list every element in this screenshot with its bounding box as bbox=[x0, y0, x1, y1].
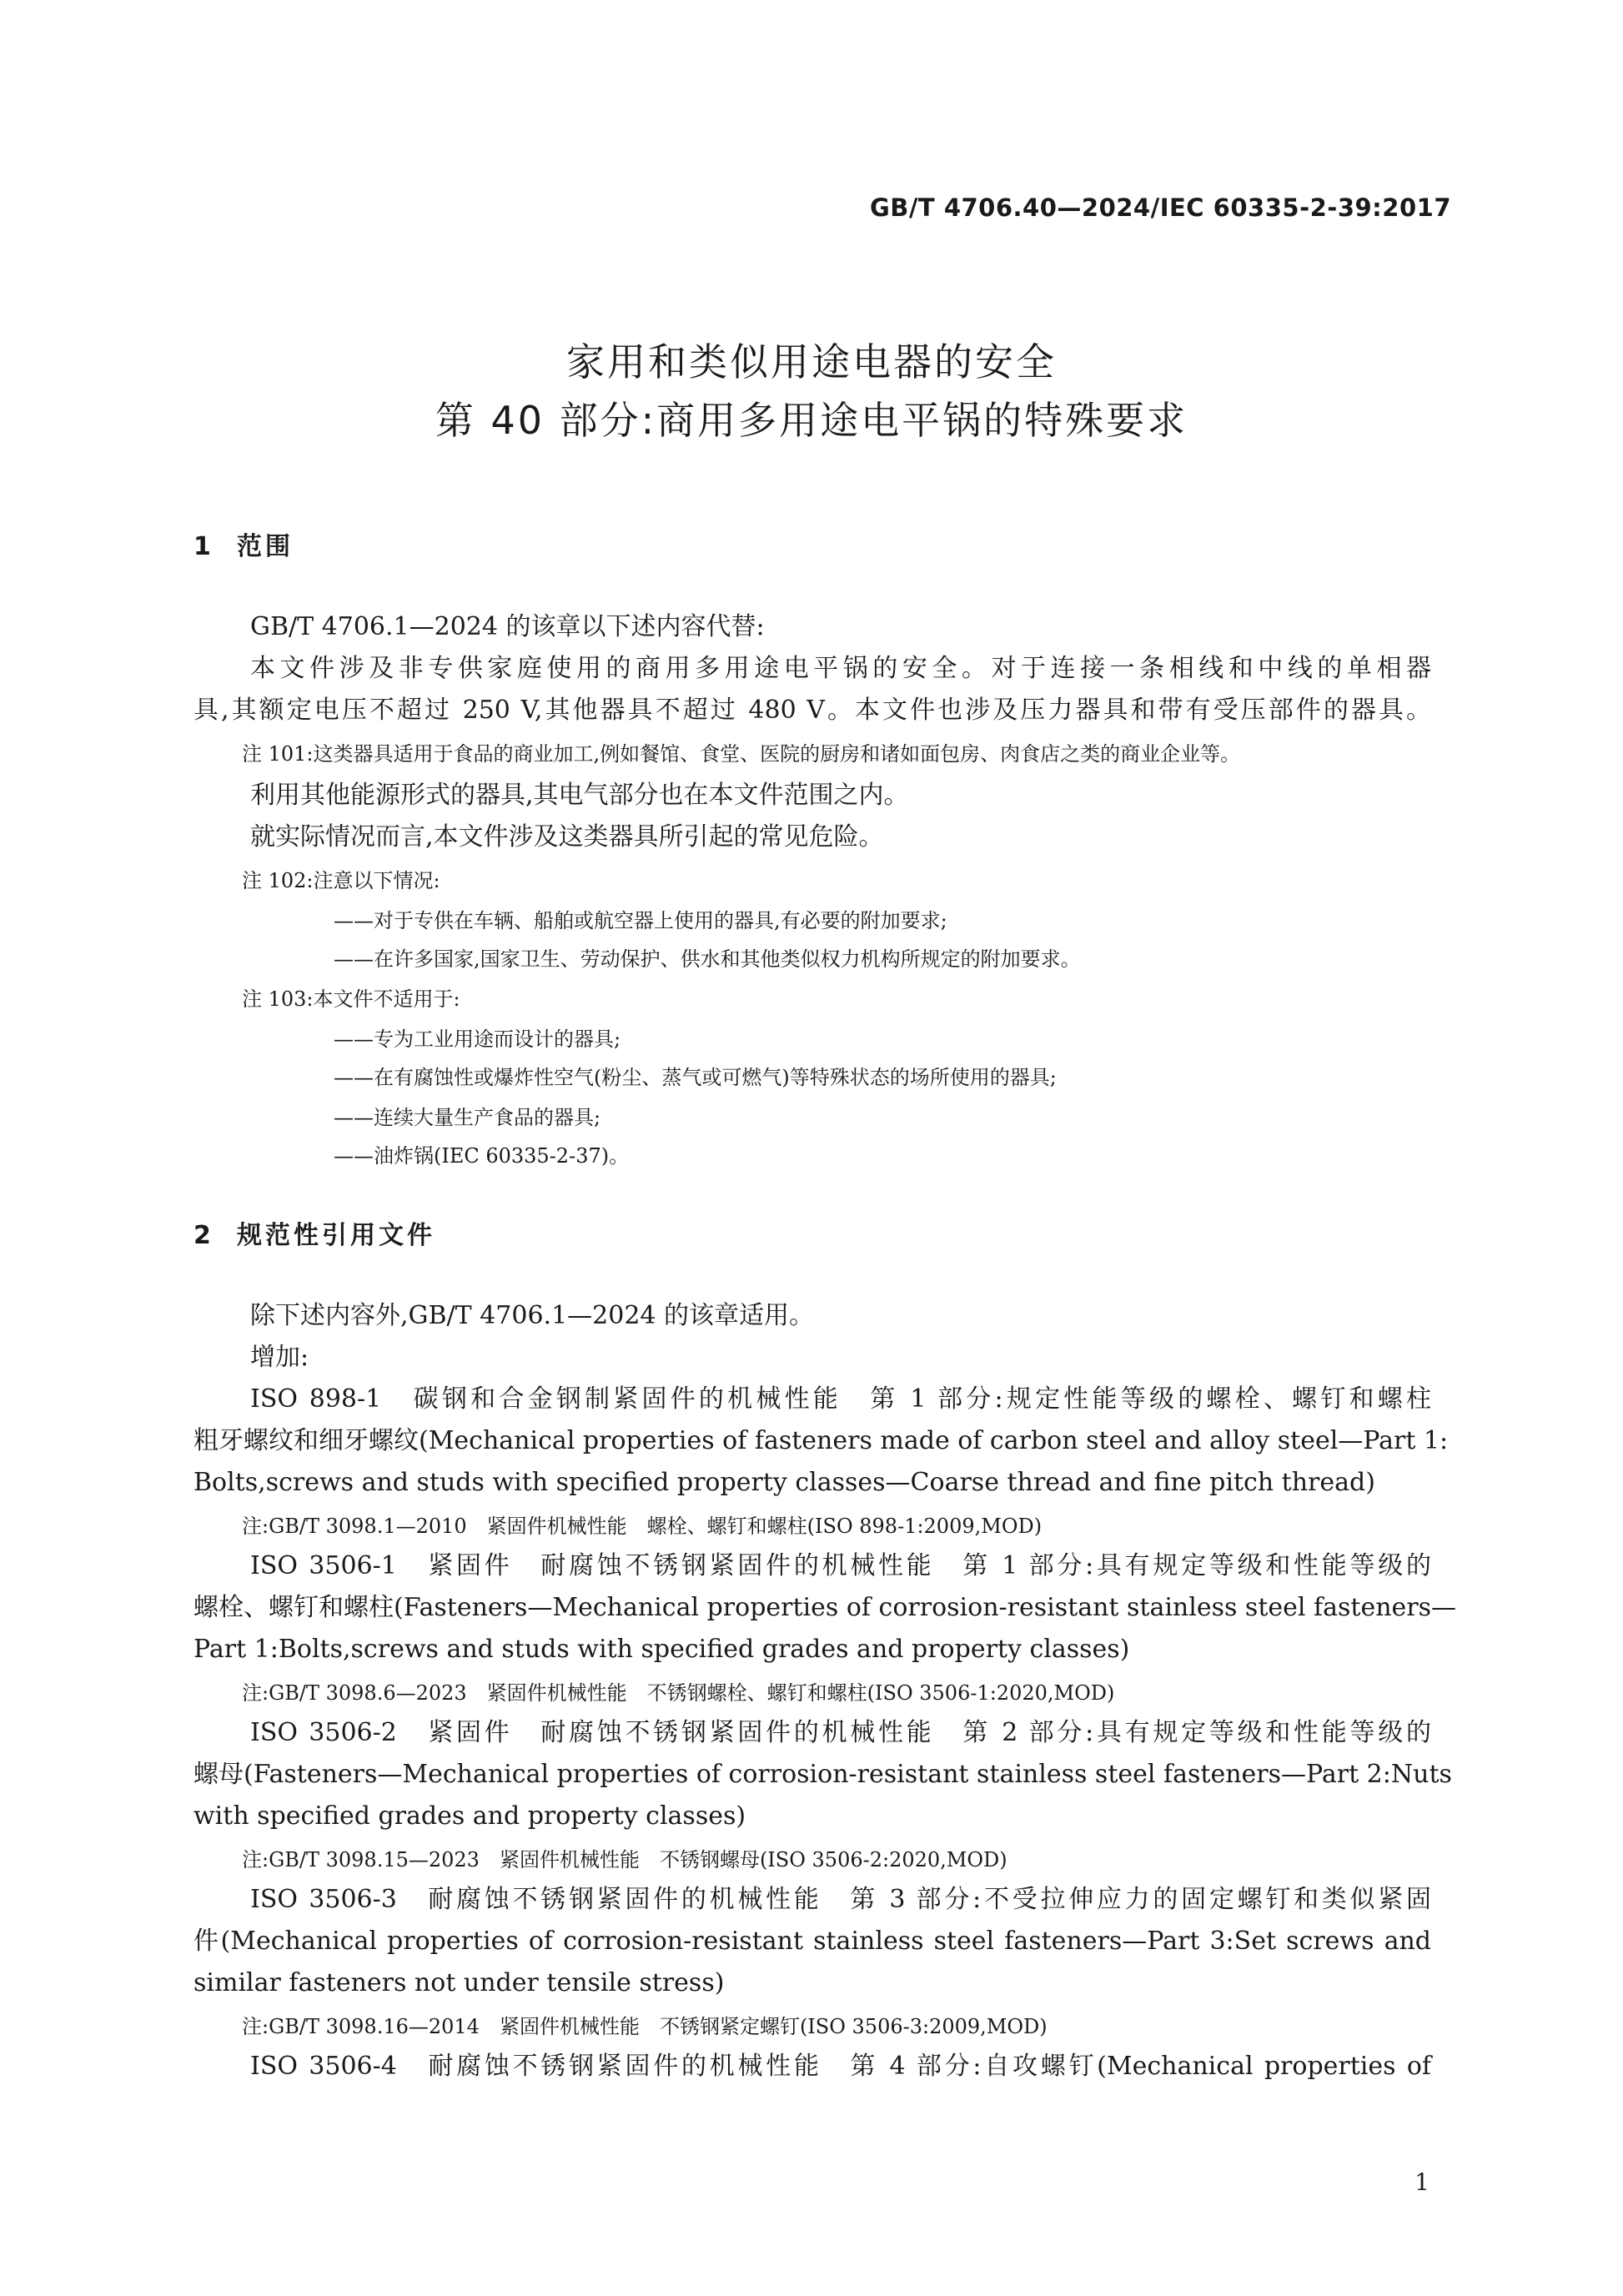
paragraph-line: 就实际情况而言,本文件涉及这类器具所引起的常见危险。 bbox=[250, 822, 884, 852]
note-line: 注 103:本文件不适用于: bbox=[242, 987, 460, 1011]
section-1-heading bbox=[193, 525, 294, 562]
document-title-line-1: 家用和类似用途电器的安全 bbox=[566, 339, 1057, 384]
reference-line: ISO 898-1 碳钢和合金钢制紧固件的机械性能 第 1 部分:规定性能等级的螺栓、螺钉和螺柱 bbox=[250, 1384, 1431, 1414]
document-title-line-2: 第 40 部分:商用多用途电平锅的特殊要求 bbox=[435, 398, 1188, 443]
paragraph-line: 增加: bbox=[250, 1343, 309, 1372]
paragraph-line: GB/T 4706.1—2024 的该章以下述内容代替: bbox=[250, 612, 765, 641]
note-line: 注 101:这类器具适用于食品的商业加工,例如餐馆、食堂、医院的厨房和诸如面包房、肉食店之类的商业企业等。 bbox=[242, 742, 1241, 766]
reference-line: Bolts,screws and studs with specified property classes—Coarse thread and fine pitch thread) bbox=[193, 1468, 1375, 1497]
standard-identifier: GB/T 4706.40—2024/IEC 60335-2-39:2017 bbox=[869, 193, 1451, 222]
note-line: 注:GB/T 3098.1—2010 紧固件机械性能 螺栓、螺钉和螺柱(ISO 898-1:2009,MOD) bbox=[242, 1515, 1043, 1538]
paragraph-line: 具,其额定电压不超过 250 V,其他器具不超过 480 V。本文件也涉及压力器具和带有受压部件的器具。 bbox=[193, 696, 1431, 725]
section-title: 范围 bbox=[237, 532, 294, 561]
note-line: 注:GB/T 3098.15—2023 紧固件机械性能 不锈钢螺母(ISO 3506-2:2020,MOD) bbox=[242, 1848, 1007, 1871]
list-item: ——对于专供在车辆、船舶或航空器上使用的器具,有必要的附加要求; bbox=[334, 909, 947, 932]
list-item: ——连续大量生产食品的器具; bbox=[334, 1106, 601, 1129]
list-item: ——专为工业用途而设计的器具; bbox=[334, 1027, 621, 1051]
note-line: 注:GB/T 3098.6—2023 紧固件机械性能 不锈钢螺栓、螺钉和螺柱(ISO 3506-1:2020,MOD) bbox=[242, 1681, 1115, 1705]
reference-line: 螺母(Fasteners—Mechanical properties of corrosion-resistant stainless steel fasteners—Part 2:Nuts bbox=[193, 1760, 1452, 1789]
reference-line: ISO 3506-3 耐腐蚀不锈钢紧固件的机械性能 第 3 部分:不受拉伸应力的固定螺钉和类似紧固 bbox=[250, 1885, 1431, 1914]
reference-line: ISO 3506-2 紧固件 耐腐蚀不锈钢紧固件的机械性能 第 2 部分:具有规定等级和性能等级的 bbox=[250, 1718, 1431, 1747]
section-number: 1 bbox=[193, 532, 211, 561]
reference-line: 粗牙螺纹和细牙螺纹(Mechanical properties of fasteners made of carbon steel and alloy steel—Part 1: bbox=[193, 1426, 1449, 1455]
reference-line: 螺栓、螺钉和螺柱(Fasteners—Mechanical properties of corrosion-resistant stainless steel fasteners— bbox=[193, 1593, 1457, 1622]
paragraph-line: 本文件涉及非专供家庭使用的商用多用途电平锅的安全。对于连接一条相线和中线的单相器 bbox=[250, 654, 1431, 683]
reference-line: with specified grades and property classes) bbox=[193, 1801, 746, 1831]
paragraph-line: 利用其他能源形式的器具,其电气部分也在本文件范围之内。 bbox=[250, 781, 909, 810]
section-2-heading bbox=[193, 1214, 435, 1251]
page-number: 1 bbox=[1414, 2168, 1430, 2196]
section-title: 规范性引用文件 bbox=[237, 1221, 435, 1250]
note-line: 注:GB/T 3098.16—2014 紧固件机械性能 不锈钢紧定螺钉(ISO 3506-3:2009,MOD) bbox=[242, 2015, 1048, 2038]
reference-line: Part 1:Bolts,screws and studs with specified grades and property classes) bbox=[193, 1635, 1130, 1664]
reference-line: similar fasteners not under tensile stress) bbox=[193, 1968, 725, 1997]
list-item: ——在有腐蚀性或爆炸性空气(粉尘、蒸气或可燃气)等特殊状态的场所使用的器具; bbox=[334, 1066, 1057, 1089]
list-item: ——在许多国家,国家卫生、劳动保护、供水和其他类似权力机构所规定的附加要求。 bbox=[334, 947, 1081, 971]
list-item: ——油炸锅(IEC 60335-2-37)。 bbox=[334, 1144, 630, 1168]
reference-line: ISO 3506-1 紧固件 耐腐蚀不锈钢紧固件的机械性能 第 1 部分:具有规定等级和性能等级的 bbox=[250, 1551, 1431, 1580]
reference-line: 件(Mechanical properties of corrosion-resistant stainless steel fasteners—Part 3:Set screws and bbox=[193, 1927, 1431, 1956]
section-number: 2 bbox=[193, 1221, 211, 1250]
reference-line: ISO 3506-4 耐腐蚀不锈钢紧固件的机械性能 第 4 部分:自攻螺钉(Mechanical properties of bbox=[250, 2052, 1431, 2081]
note-line: 注 102:注意以下情况: bbox=[242, 869, 440, 892]
paragraph-line: 除下述内容外,GB/T 4706.1—2024 的该章适用。 bbox=[250, 1301, 815, 1330]
